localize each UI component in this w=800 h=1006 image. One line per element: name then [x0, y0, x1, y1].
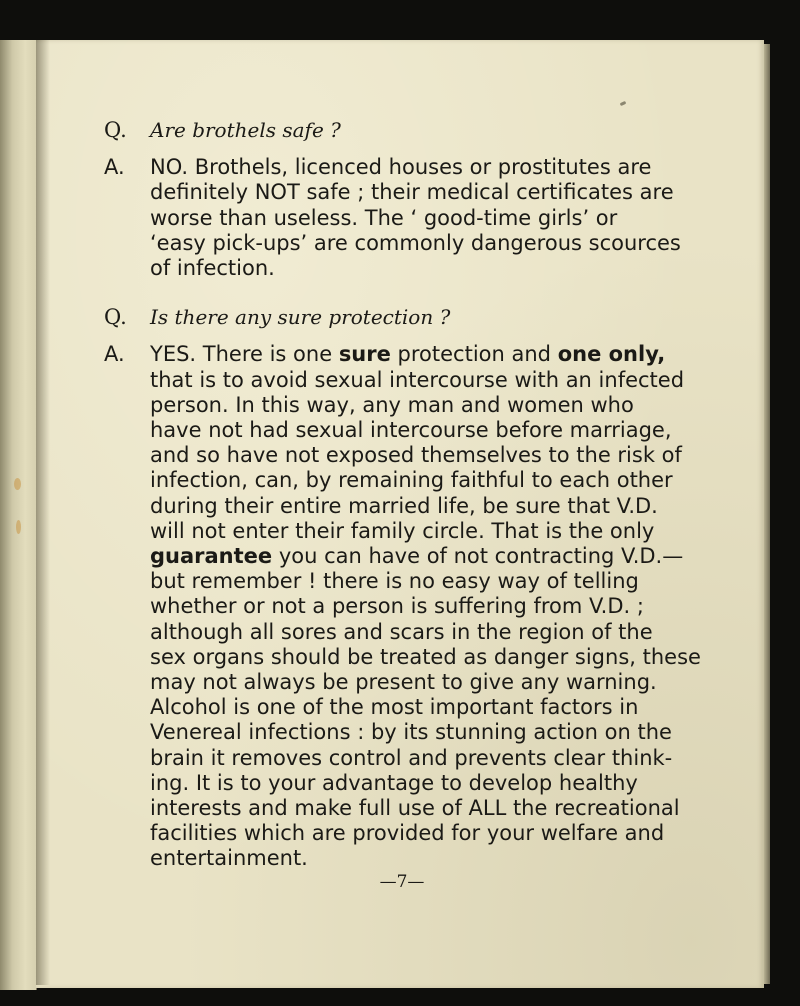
qa-content: [104, 118, 704, 872]
line-text: but remember ! there is no easy way of telling: [150, 569, 639, 594]
answer-text: [150, 342, 704, 871]
line-text: worse than useless. The ‘ good-time girls’ or: [150, 205, 618, 230]
answer-line: [150, 468, 704, 493]
stain-mark: [14, 478, 21, 490]
line-text: ‘easy pick-ups’ are commonly dangerous scources: [150, 230, 681, 255]
line-text: ing. It is to your advantage to develop healthy: [150, 770, 638, 795]
answer-line: [150, 443, 704, 468]
answer-line: [150, 645, 704, 670]
answer-line: [150, 418, 704, 443]
line-text: brain it removes control and prevents clear think-: [150, 745, 673, 770]
answer-line: [150, 342, 704, 367]
right-page-edge: [764, 44, 770, 984]
stain-mark: [16, 520, 21, 534]
line-text: whether or not a person is suffering from V.D. ;: [150, 594, 644, 619]
answer-1: [104, 155, 704, 281]
emphasis-text: guarantee: [150, 544, 273, 569]
answer-line: [150, 771, 704, 796]
line-text: facilities which are provided for your welfare and: [150, 821, 665, 846]
answer-line: [150, 821, 704, 846]
line-text: Venereal infections : by its stunning action on the: [150, 720, 672, 745]
question-marker: Q.: [104, 118, 127, 142]
answer-line: [150, 494, 704, 519]
page-number: —7—: [379, 872, 425, 892]
line-text: will not enter their family circle. That is the only: [150, 518, 655, 543]
answer-line: [150, 231, 704, 256]
answer-line: [150, 206, 704, 231]
line-text: infection, can, by remaining faithful to each other: [150, 468, 673, 493]
answer-line: [150, 846, 704, 871]
emphasis-text: sure: [338, 342, 391, 367]
answer-line: [150, 368, 704, 393]
emphasis-text: one only,: [557, 342, 666, 367]
line-text: entertainment.: [150, 846, 308, 871]
question-2: [104, 305, 704, 330]
line-text: person. In this way, any man and women who: [150, 392, 634, 417]
line-text: during their entire married life, be sure that V.D.: [150, 493, 658, 518]
line-text: protection and: [390, 342, 558, 367]
answer-line: [150, 519, 704, 544]
answer-line: [150, 695, 704, 720]
answer-line: [150, 393, 704, 418]
line-text: that is to avoid sexual intercourse with an infected: [150, 367, 685, 392]
answer-line: [150, 544, 704, 569]
question-marker: Q.: [104, 305, 127, 330]
answer-line: [150, 796, 704, 821]
line-text: definitely NOT safe ; their medical certificates are: [150, 180, 674, 205]
answer-line: [150, 155, 704, 180]
answer-line: [150, 670, 704, 695]
answer-marker: A.: [104, 155, 125, 180]
line-text: YES. There is one: [150, 342, 339, 367]
question-text: Are brothels safe ?: [150, 118, 341, 142]
answer-marker: A.: [104, 342, 125, 367]
answer-line: [150, 256, 704, 281]
question-text: Is there any sure protection ?: [150, 305, 451, 330]
line-text: sex organs should be treated as danger signs, these: [150, 644, 701, 669]
line-text: may not always be present to give any warning.: [150, 670, 657, 695]
answer-2: [104, 342, 704, 871]
left-page-edge: [0, 40, 37, 990]
line-text: have not had sexual intercourse before marriage,: [150, 418, 672, 443]
answer-line: [150, 180, 704, 205]
line-text: interests and make full use of ALL the recreational: [150, 796, 680, 821]
answer-line: [150, 569, 704, 594]
line-text: NO. Brothels, licenced houses or prostitutes are: [150, 155, 652, 180]
line-text: although all sores and scars in the region of the: [150, 619, 653, 644]
line-text: you can have of not contracting V.D.—: [272, 544, 684, 569]
line-text: of infection.: [150, 256, 275, 281]
line-text: Alcohol is one of the most important factors in: [150, 695, 639, 720]
answer-line: [150, 620, 704, 645]
answer-line: [150, 746, 704, 771]
answer-line: [150, 594, 704, 619]
answer-text: [150, 155, 704, 281]
question-1: [104, 118, 704, 143]
spine-shadow: [36, 40, 50, 985]
answer-line: [150, 720, 704, 745]
line-text: and so have not exposed themselves to the risk of: [150, 443, 682, 468]
